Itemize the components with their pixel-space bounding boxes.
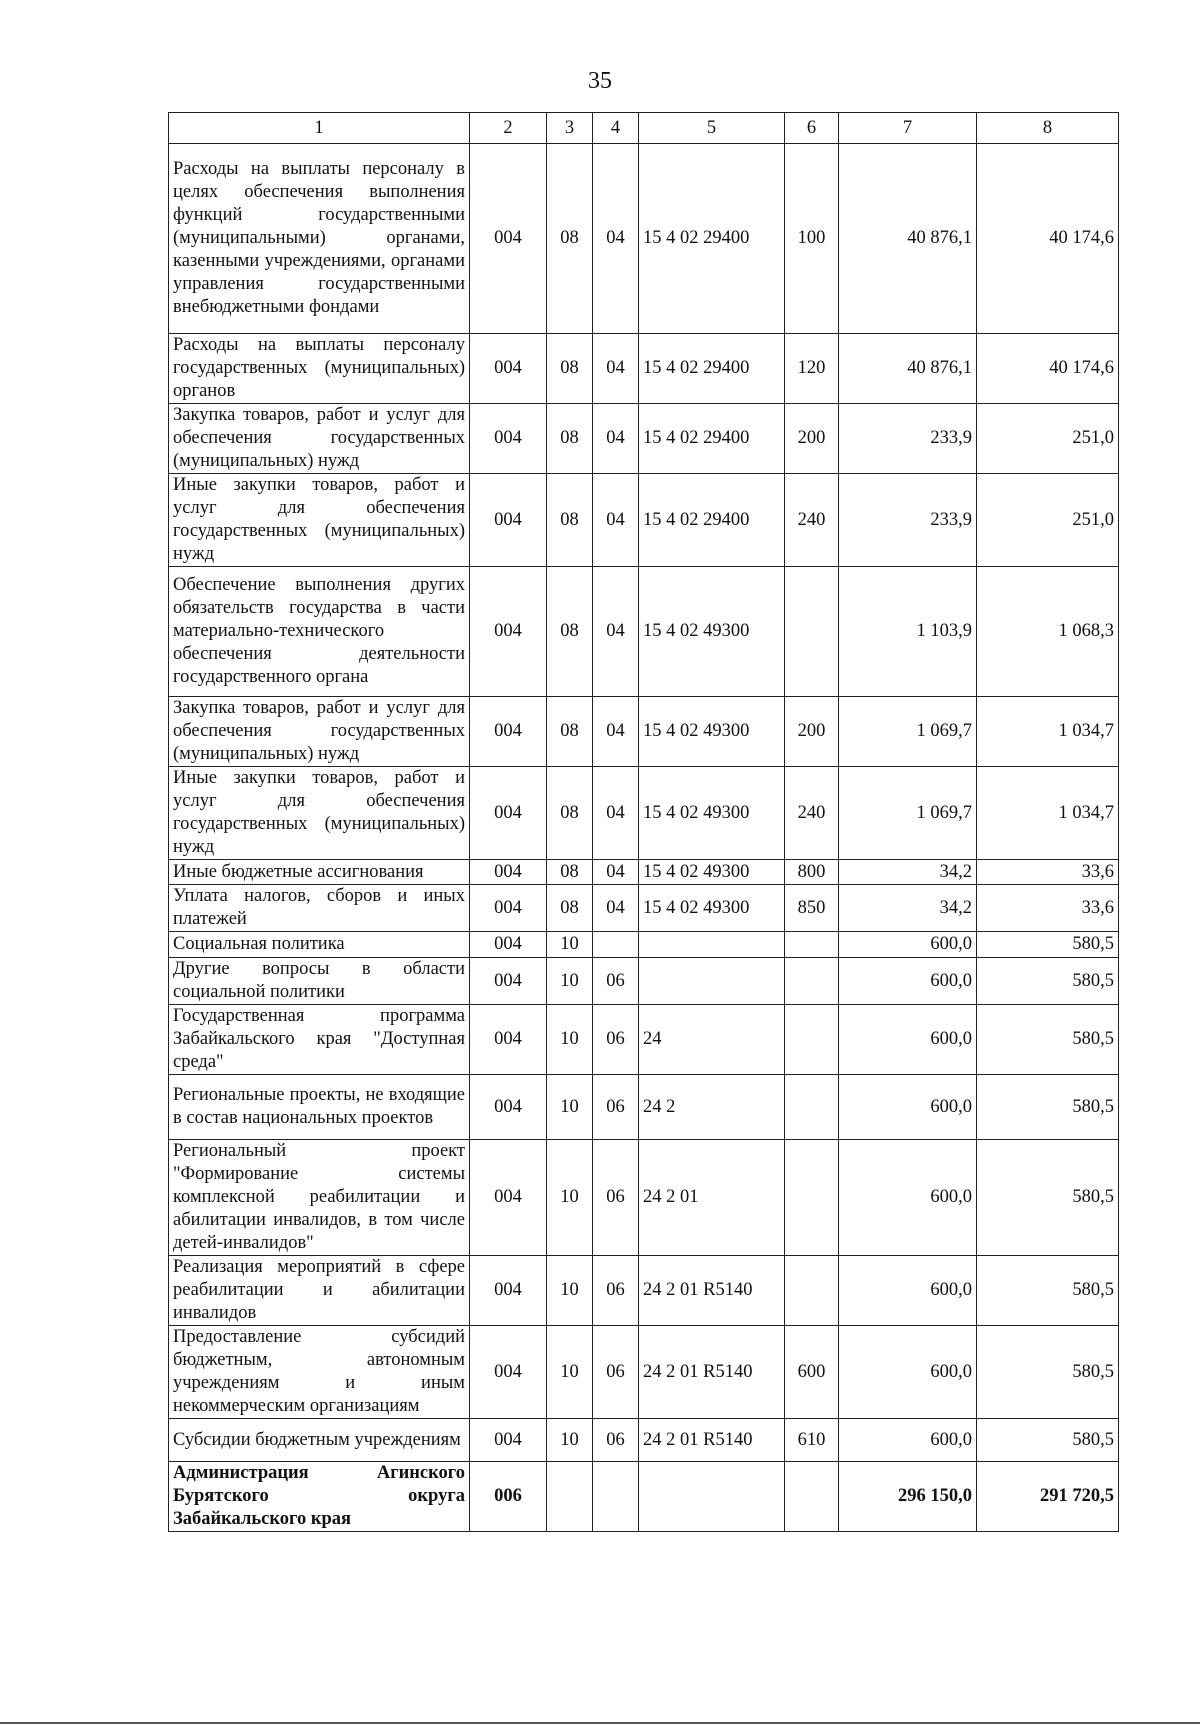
- table-row: [169, 144, 1119, 334]
- amount-col8-cell: 580,5: [977, 1419, 1119, 1462]
- section-cell: 08: [547, 697, 593, 767]
- column-header: 4: [593, 113, 639, 144]
- section-cell: 10: [547, 932, 593, 958]
- amount-col7-cell: 600,0: [839, 1326, 977, 1419]
- amount-col8-cell: 40 174,6: [977, 334, 1119, 404]
- admin-code-cell: 004: [470, 860, 547, 885]
- amount-col8-cell: 580,5: [977, 1140, 1119, 1256]
- budget-table: [168, 112, 1119, 1532]
- column-header: 2: [470, 113, 547, 144]
- expense-type-cell: [785, 1075, 839, 1140]
- target-article-cell: 15 4 02 49300: [639, 885, 785, 932]
- row-name-cell: Иные закупки товаров, работ и услуг для обеспечения государственных (муниципальных) нужд: [169, 474, 470, 567]
- table-row: [169, 1419, 1119, 1462]
- section-cell: 10: [547, 1326, 593, 1419]
- expense-type-cell: 200: [785, 697, 839, 767]
- row-name-cell: Закупка товаров, работ и услуг для обеспечения государственных (муниципальных) нужд: [169, 404, 470, 474]
- expense-type-cell: [785, 1462, 839, 1532]
- amount-col8-cell: 580,5: [977, 1256, 1119, 1326]
- amount-col8-cell: 1 034,7: [977, 697, 1119, 767]
- target-article-cell: 24 2 01 R5140: [639, 1326, 785, 1419]
- amount-col8-cell: 251,0: [977, 474, 1119, 567]
- subsection-cell: 04: [593, 860, 639, 885]
- row-name-cell: Социальная политика: [169, 932, 470, 958]
- page-number: 35: [588, 68, 612, 94]
- section-cell: 08: [547, 767, 593, 860]
- amount-col8-cell: 291 720,5: [977, 1462, 1119, 1532]
- amount-col7-cell: 600,0: [839, 1419, 977, 1462]
- row-name-cell: Расходы на выплаты персоналу государственных (муниципальных) органов: [169, 334, 470, 404]
- subsection-cell: 04: [593, 334, 639, 404]
- section-cell: 08: [547, 885, 593, 932]
- admin-code-cell: 004: [470, 932, 547, 958]
- table-row: [169, 334, 1119, 404]
- section-cell: 08: [547, 474, 593, 567]
- amount-col7-cell: 600,0: [839, 932, 977, 958]
- section-cell: 10: [547, 1075, 593, 1140]
- section-cell: 10: [547, 1140, 593, 1256]
- subsection-cell: 06: [593, 1419, 639, 1462]
- target-article-cell: 24: [639, 1005, 785, 1075]
- admin-code-cell: 004: [470, 474, 547, 567]
- admin-code-cell: 004: [470, 697, 547, 767]
- table-row: [169, 567, 1119, 697]
- table-row: [169, 860, 1119, 885]
- row-name-cell: Иные бюджетные ассигнования: [169, 860, 470, 885]
- row-name-cell: Реализация мероприятий в сфере реабилитации и абилитации инвалидов: [169, 1256, 470, 1326]
- column-header: 7: [839, 113, 977, 144]
- section-cell: 10: [547, 1256, 593, 1326]
- subsection-cell: 04: [593, 697, 639, 767]
- table-row: [169, 1005, 1119, 1075]
- amount-col7-cell: 40 876,1: [839, 144, 977, 334]
- subsection-cell: 04: [593, 144, 639, 334]
- table-row: [169, 885, 1119, 932]
- amount-col7-cell: 233,9: [839, 474, 977, 567]
- amount-col8-cell: 33,6: [977, 860, 1119, 885]
- scan-edge-line: [0, 1722, 1200, 1724]
- amount-col8-cell: 1 068,3: [977, 567, 1119, 697]
- section-cell: 08: [547, 334, 593, 404]
- subsection-cell: 06: [593, 1005, 639, 1075]
- section-cell: 08: [547, 567, 593, 697]
- section-cell: 10: [547, 1005, 593, 1075]
- table-body: [169, 144, 1119, 1532]
- target-article-cell: 15 4 02 29400: [639, 334, 785, 404]
- expense-type-cell: 800: [785, 860, 839, 885]
- target-article-cell: 24 2: [639, 1075, 785, 1140]
- table-header-row: [169, 113, 1119, 144]
- target-article-cell: 15 4 02 49300: [639, 767, 785, 860]
- amount-col8-cell: 251,0: [977, 404, 1119, 474]
- admin-code-cell: 004: [470, 1419, 547, 1462]
- section-cell: 10: [547, 1419, 593, 1462]
- expense-type-cell: [785, 932, 839, 958]
- row-name-cell: Закупка товаров, работ и услуг для обеспечения государственных (муниципальных) нужд: [169, 697, 470, 767]
- amount-col7-cell: 296 150,0: [839, 1462, 977, 1532]
- amount-col7-cell: 600,0: [839, 1005, 977, 1075]
- table-row: [169, 958, 1119, 1005]
- target-article-cell: [639, 1462, 785, 1532]
- expense-type-cell: 200: [785, 404, 839, 474]
- subsection-cell: 06: [593, 1140, 639, 1256]
- admin-code-cell: 004: [470, 885, 547, 932]
- amount-col7-cell: 600,0: [839, 1075, 977, 1140]
- row-name-cell: Расходы на выплаты персоналу в целях обеспечения выполнения функций государственными (муниципальными) органами, казенными учреждениями, органами управления государственными внебюджетными фондами: [169, 144, 470, 334]
- row-name-cell: Региональный проект "Формирование системы комплексной реабилитации и абилитации инвалидов, в том числе детей-инвалидов": [169, 1140, 470, 1256]
- amount-col8-cell: 33,6: [977, 885, 1119, 932]
- row-name-cell: Другие вопросы в области социальной политики: [169, 958, 470, 1005]
- target-article-cell: 24 2 01 R5140: [639, 1256, 785, 1326]
- expense-type-cell: [785, 958, 839, 1005]
- target-article-cell: 24 2 01: [639, 1140, 785, 1256]
- amount-col7-cell: 34,2: [839, 885, 977, 932]
- amount-col7-cell: 600,0: [839, 1256, 977, 1326]
- amount-col8-cell: 580,5: [977, 1075, 1119, 1140]
- amount-col7-cell: 40 876,1: [839, 334, 977, 404]
- expense-type-cell: 240: [785, 474, 839, 567]
- amount-col7-cell: 600,0: [839, 1140, 977, 1256]
- amount-col7-cell: 1 069,7: [839, 767, 977, 860]
- expense-type-cell: [785, 1140, 839, 1256]
- expense-type-cell: 600: [785, 1326, 839, 1419]
- row-name-cell: Государственная программа Забайкальского края "Доступная среда": [169, 1005, 470, 1075]
- target-article-cell: 15 4 02 29400: [639, 474, 785, 567]
- admin-code-cell: 004: [470, 1326, 547, 1419]
- subsection-cell: 06: [593, 1256, 639, 1326]
- table-row: [169, 697, 1119, 767]
- subsection-cell: 04: [593, 885, 639, 932]
- expense-type-cell: [785, 1005, 839, 1075]
- subsection-cell: 06: [593, 1326, 639, 1419]
- row-name-cell: Предоставление субсидий бюджетным, автономным учреждениям и иным некоммерческим организациям: [169, 1326, 470, 1419]
- row-name-cell: Уплата налогов, сборов и иных платежей: [169, 885, 470, 932]
- table-row: [169, 767, 1119, 860]
- target-article-cell: 15 4 02 29400: [639, 144, 785, 334]
- table-row: [169, 932, 1119, 958]
- subsection-cell: 06: [593, 1075, 639, 1140]
- target-article-cell: 15 4 02 29400: [639, 404, 785, 474]
- target-article-cell: 15 4 02 49300: [639, 860, 785, 885]
- amount-col7-cell: 233,9: [839, 404, 977, 474]
- amount-col8-cell: 580,5: [977, 932, 1119, 958]
- subsection-cell: 04: [593, 474, 639, 567]
- table-row: [169, 1462, 1119, 1532]
- amount-col7-cell: 34,2: [839, 860, 977, 885]
- column-header: 5: [639, 113, 785, 144]
- section-cell: 08: [547, 404, 593, 474]
- admin-code-cell: 004: [470, 1140, 547, 1256]
- table-row: [169, 1075, 1119, 1140]
- subsection-cell: 06: [593, 958, 639, 1005]
- admin-code-cell: 004: [470, 1005, 547, 1075]
- table-row: [169, 1256, 1119, 1326]
- subsection-cell: 04: [593, 404, 639, 474]
- amount-col7-cell: 1 103,9: [839, 567, 977, 697]
- amount-col7-cell: 600,0: [839, 958, 977, 1005]
- row-name-cell: Иные закупки товаров, работ и услуг для обеспечения государственных (муниципальных) нужд: [169, 767, 470, 860]
- section-cell: 08: [547, 860, 593, 885]
- amount-col8-cell: 1 034,7: [977, 767, 1119, 860]
- amount-col8-cell: 580,5: [977, 958, 1119, 1005]
- expense-type-cell: [785, 1256, 839, 1326]
- target-article-cell: 15 4 02 49300: [639, 567, 785, 697]
- row-name-cell: Региональные проекты, не входящие в состав национальных проектов: [169, 1075, 470, 1140]
- admin-code-cell: 006: [470, 1462, 547, 1532]
- admin-code-cell: 004: [470, 1075, 547, 1140]
- row-name-cell: Обеспечение выполнения других обязательств государства в части материально-технического обеспечения деятельности государственного органа: [169, 567, 470, 697]
- row-name-cell: Администрация Агинского Бурятского округа Забайкальского края: [169, 1462, 470, 1532]
- admin-code-cell: 004: [470, 334, 547, 404]
- target-article-cell: [639, 932, 785, 958]
- amount-col7-cell: 1 069,7: [839, 697, 977, 767]
- column-header: 3: [547, 113, 593, 144]
- table-row: [169, 474, 1119, 567]
- section-cell: [547, 1462, 593, 1532]
- expense-type-cell: 240: [785, 767, 839, 860]
- admin-code-cell: 004: [470, 1256, 547, 1326]
- subsection-cell: 04: [593, 767, 639, 860]
- subsection-cell: 04: [593, 567, 639, 697]
- row-name-cell: Субсидии бюджетным учреждениям: [169, 1419, 470, 1462]
- column-header: 8: [977, 113, 1119, 144]
- target-article-cell: [639, 958, 785, 1005]
- admin-code-cell: 004: [470, 404, 547, 474]
- subsection-cell: [593, 1462, 639, 1532]
- expense-type-cell: 850: [785, 885, 839, 932]
- expense-type-cell: 120: [785, 334, 839, 404]
- expense-type-cell: 610: [785, 1419, 839, 1462]
- amount-col8-cell: 580,5: [977, 1005, 1119, 1075]
- section-cell: 08: [547, 144, 593, 334]
- table-row: [169, 1326, 1119, 1419]
- target-article-cell: 15 4 02 49300: [639, 697, 785, 767]
- table-row: [169, 404, 1119, 474]
- admin-code-cell: 004: [470, 567, 547, 697]
- expense-type-cell: [785, 567, 839, 697]
- admin-code-cell: 004: [470, 958, 547, 1005]
- section-cell: 10: [547, 958, 593, 1005]
- expense-type-cell: 100: [785, 144, 839, 334]
- column-header: 6: [785, 113, 839, 144]
- column-header: 1: [169, 113, 470, 144]
- table-row: [169, 1140, 1119, 1256]
- admin-code-cell: 004: [470, 767, 547, 860]
- amount-col8-cell: 40 174,6: [977, 144, 1119, 334]
- target-article-cell: 24 2 01 R5140: [639, 1419, 785, 1462]
- amount-col8-cell: 580,5: [977, 1326, 1119, 1419]
- admin-code-cell: 004: [470, 144, 547, 334]
- subsection-cell: [593, 932, 639, 958]
